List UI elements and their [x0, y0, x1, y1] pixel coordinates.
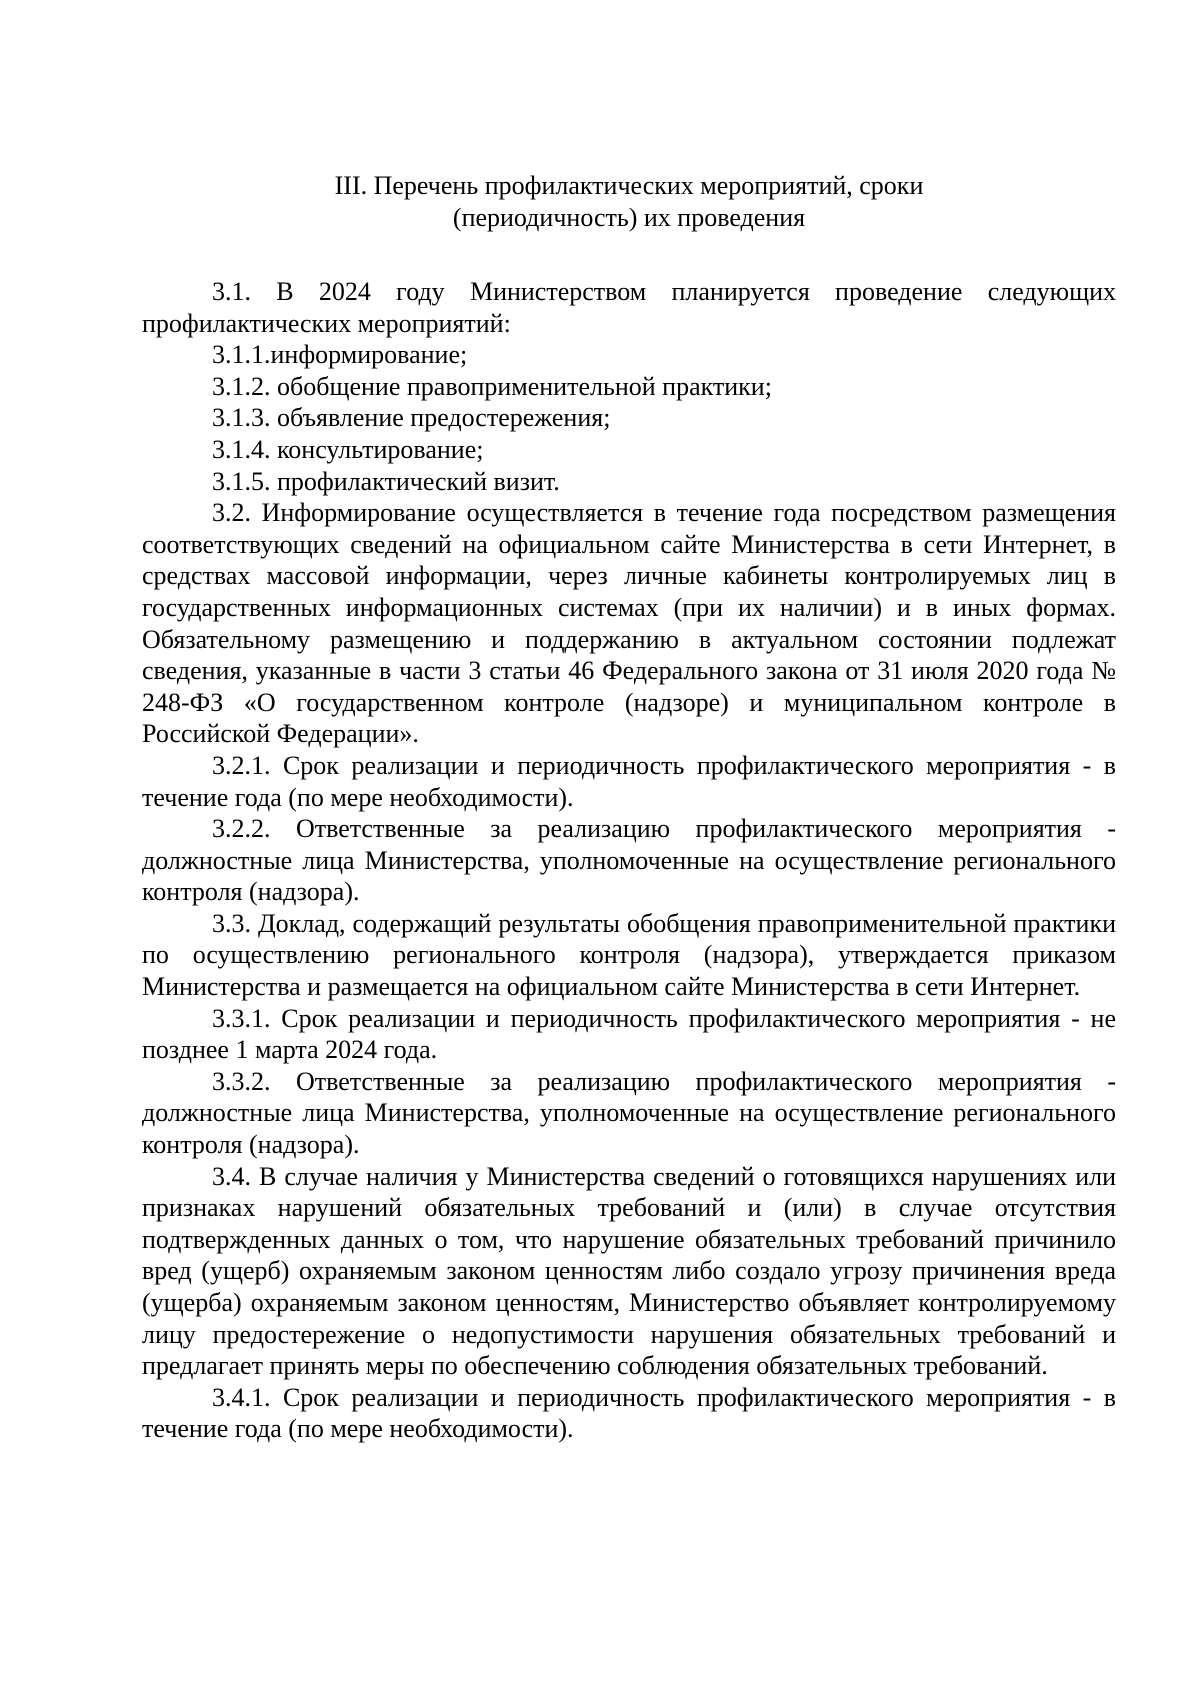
- paragraph-3-3-2: 3.3.2. Ответственные за реализацию профилактического мероприятия - должностные лица Министерства, уполномоченные на осуществление регионального контроля (надзора).: [142, 1066, 1116, 1160]
- paragraph-3-1-2: 3.1.2. обобщение правоприменительной практики;: [212, 371, 772, 401]
- paragraph-3-3: 3.3. Доклад, содержащий результаты обобщения правоприменительной практики по осуществлению регионального контроля (надзора), утверждается приказом Министерства и размещается на официальном сайте Министерства в сети Интернет.: [142, 908, 1116, 1002]
- paragraph-3-4-1: 3.4.1. Срок реализации и периодичность профилактического мероприятия - в течение года (по мере необходимости).: [142, 1382, 1116, 1444]
- paragraph-3-1-5: 3.1.5. профилактический визит.: [212, 466, 560, 496]
- paragraph-3-2-1: 3.2.1. Срок реализации и периодичность профилактического мероприятия - в течение года (по мере необходимости).: [142, 750, 1116, 812]
- section-heading: [142, 170, 1116, 234]
- paragraph-3-4: 3.4. В случае наличия у Министерства сведений о готовящихся нарушениях или признаках нарушений обязательных требований и (или) в случае отсутствия подтвержденных данных о том, что нарушение обязательных требований причинило вред (ущерб) охраняемым законом ценностям либо создало угрозу причинения вреда (ущерба) охраняемым законом ценностям, Министерство объявляет контролируемому лицу предостережение о недопустимости нарушения обязательных требований и предлагает принять меры по обеспечению соблюдения обязательных требований.: [142, 1161, 1116, 1381]
- paragraph-3-2-2: 3.2.2. Ответственные за реализацию профилактического мероприятия - должностные лица Министерства, уполномоченные на осуществление регионального контроля (надзора).: [142, 814, 1116, 907]
- paragraph-3-1-3: 3.1.3. объявление предостережения;: [212, 403, 611, 433]
- paragraph-3-1-1: 3.1.1.информирование;: [212, 340, 468, 370]
- paragraph-3-3-1: 3.3.1. Срок реализации и периодичность профилактического мероприятия - не позднее 1 марта 2024 года.: [142, 1003, 1116, 1065]
- section-body: [142, 276, 1116, 1445]
- paragraph-3-1-4: 3.1.4. консультирование;: [212, 434, 484, 464]
- paragraph-3-1: 3.1. В 2024 году Министерством планируется проведение следующих профилактических мероприятий:: [142, 277, 1116, 338]
- section-heading-line-2: (периодичность) их проведения: [452, 203, 806, 232]
- paragraph-3-2: 3.2. Информирование осуществляется в течение года посредством размещения соответствующих сведений на официальном сайте Министерства в сети Интернет, в средствах массовой информации, через личные кабинеты контролируемых лиц в государственных информационных системах (при их наличии) и в иных формах. Обязательному размещению и поддержанию в актуальном состоянии подлежат сведения, указанные в части 3 статьи 46 Федерального закона от 31 июля 2020 года № 248-ФЗ «О государственном контроле (надзоре) и муниципальном контроле в Российской Федерации».: [142, 498, 1116, 749]
- section-heading-line-1: III. Перечень профилактических мероприятий, сроки: [334, 171, 924, 200]
